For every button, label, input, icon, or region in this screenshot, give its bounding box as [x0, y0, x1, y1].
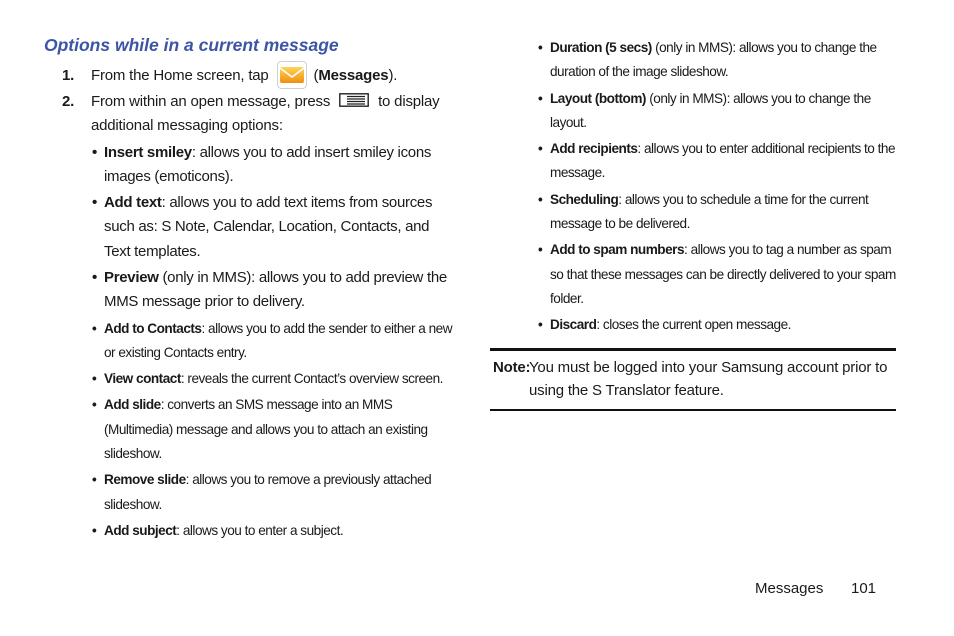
- footer-section-name: Messages: [755, 580, 824, 597]
- option-term: Layout (bottom): [550, 90, 646, 106]
- menu-key-icon: [339, 93, 369, 107]
- step-paren-open: (: [313, 67, 319, 84]
- list-item: [92, 393, 457, 466]
- list-item: [92, 468, 457, 517]
- option-desc: : allows you to enter additional recipients to the message.: [550, 141, 896, 181]
- messages-envelope-icon: [277, 61, 307, 89]
- note-text: You must be logged into your Samsung account prior to using the S Translator feature.: [529, 359, 888, 399]
- list-item: [538, 87, 898, 136]
- right-column: [538, 34, 898, 338]
- left-column: [62, 64, 457, 543]
- option-term: Scheduling: [550, 191, 619, 207]
- option-term: Add recipients: [550, 141, 638, 157]
- option-term: Remove slide: [104, 472, 186, 488]
- step-number: 2.: [62, 92, 75, 110]
- step-text-end: ).: [388, 67, 398, 84]
- option-desc: (only in MMS): allows you to change the duration of the image slideshow.: [550, 40, 877, 80]
- list-item: [538, 313, 898, 337]
- page-number: 101: [851, 580, 877, 597]
- list-item: [92, 191, 457, 264]
- option-term: Add subject: [104, 522, 177, 538]
- option-desc: : closes the current open message.: [596, 317, 791, 333]
- list-item: [92, 266, 457, 315]
- list-item: [92, 141, 457, 190]
- option-term: Insert smiley: [104, 143, 192, 161]
- list-item: [538, 137, 898, 186]
- list-item: [92, 317, 457, 366]
- step-number: 1.: [62, 67, 75, 84]
- list-item: [538, 188, 898, 237]
- option-desc: : reveals the current Contact’s overview screen.: [180, 371, 443, 387]
- option-term: Add text: [104, 194, 162, 212]
- option-desc: : allows you to enter a subject.: [176, 522, 344, 538]
- note-content: [490, 356, 896, 402]
- option-desc: : allows you to schedule a time for the current message to be delivered.: [550, 191, 869, 232]
- note-label: Note:: [493, 359, 531, 376]
- option-desc: : allows you to tag a number as spam so that these messages can be directly delivered to your spam folder.: [550, 242, 896, 306]
- option-term: Add to Contacts: [104, 320, 202, 336]
- step-bold-term: Messages: [318, 67, 389, 84]
- step-1: [62, 64, 457, 89]
- option-term: Add to spam numbers: [550, 242, 685, 258]
- list-item: [538, 36, 898, 85]
- list-item: [92, 367, 457, 391]
- option-term: Add slide: [104, 397, 161, 413]
- option-term: Preview: [104, 268, 159, 286]
- option-desc: : allows you to remove a previously attached slideshow.: [104, 472, 432, 512]
- step-2: [62, 90, 457, 139]
- option-desc: : allows you to add text items from sources such as: S Note, Calendar, Location, Contacts, and Text templates.: [104, 194, 433, 260]
- option-term: Duration (5 secs): [550, 40, 652, 55]
- step-text: From within an open message, press: [91, 92, 331, 110]
- option-desc: : allows you to add insert smiley icons images (emoticons).: [104, 143, 432, 185]
- option-desc: : converts an SMS message into an MMS (Multimedia) message and allows you to attach an existing slideshow.: [104, 397, 428, 462]
- list-item: [92, 519, 457, 543]
- list-item: [538, 238, 898, 311]
- option-desc: (only in MMS): allows you to change the layout.: [550, 90, 871, 130]
- option-term: View contact: [104, 371, 181, 387]
- note-box: [490, 348, 896, 411]
- option-term: Discard: [550, 317, 597, 333]
- step-text: From the Home screen, tap: [91, 67, 269, 84]
- option-desc: (only in MMS): allows you to add preview the MMS message prior to delivery.: [104, 268, 447, 311]
- option-desc: : allows you to add the sender to either a new or existing Contacts entry.: [104, 320, 453, 360]
- step-text-end: to display additional messaging options:: [91, 92, 440, 134]
- section-heading: Options while in a current message: [44, 35, 339, 55]
